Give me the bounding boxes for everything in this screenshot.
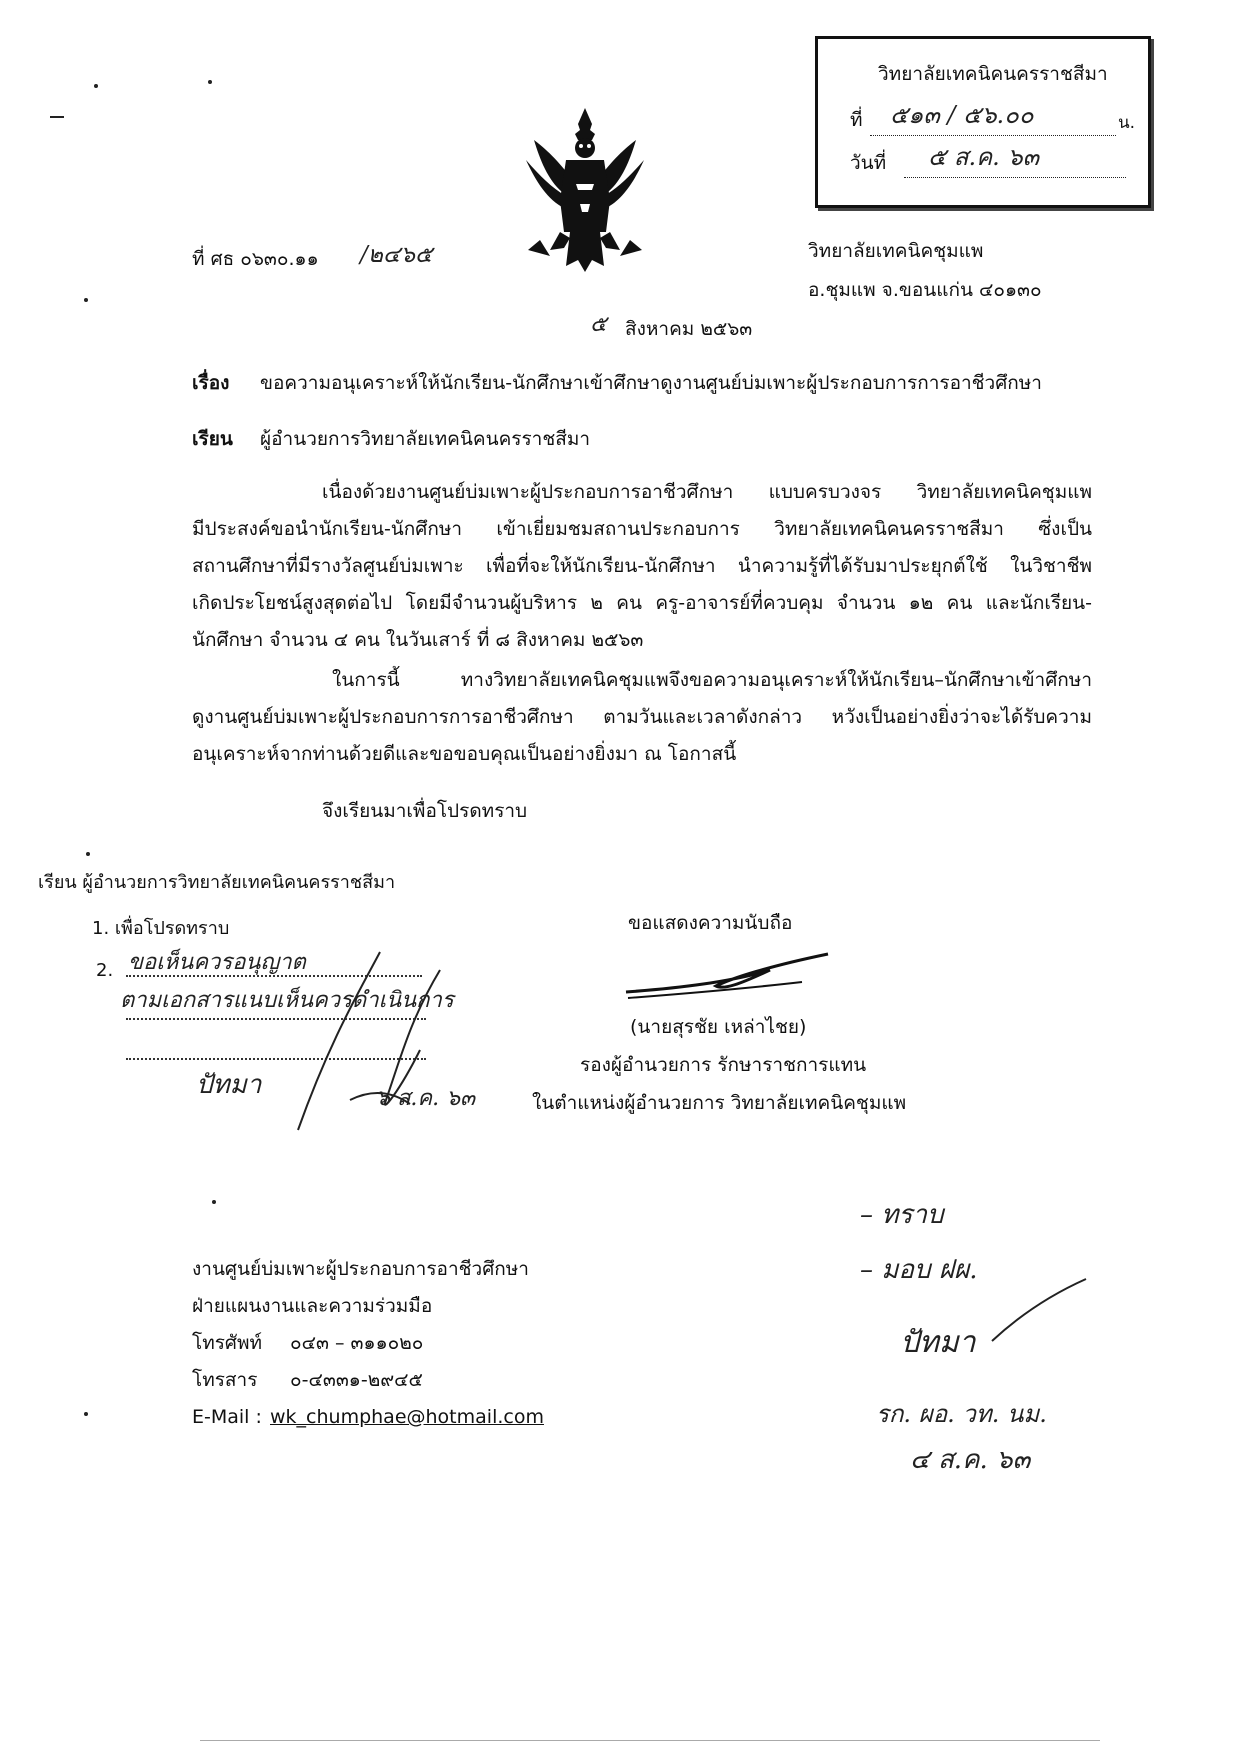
stamp-no-label: ที่ [850, 109, 863, 131]
garuda-emblem [520, 100, 650, 282]
memo-item-2-line-1: ขอเห็นควรอนุญาต [128, 950, 306, 975]
footer-division: ฝ่ายแผนงานและความร่วมมือ [192, 1295, 433, 1317]
body-p1-line-2: มีประสงค์ขอนำนักเรียน-นักศึกษา เข้าเยี่ยมชมสถานประกอบการ วิทยาลัยเทคนิคนครราชสีมา ซึ่งเป็น [192, 518, 1092, 540]
stamp-no-suffix: น. [1118, 113, 1136, 133]
body-p1-line-1: เนื่องด้วยงานศูนย์บ่มเพาะผู้ประกอบการอาชีวศึกษา แบบครบวงจร วิทยาลัยเทคนิคชุมแพ [322, 481, 1092, 503]
footer-phone-label: โทรศัพท์ [192, 1332, 263, 1354]
memo-item-1: 1. เพื่อโปรดทราบ [92, 918, 230, 939]
closing-line: จึงเรียนมาเพื่อโปรดทราบ [322, 800, 528, 822]
sender-org: วิทยาลัยเทคนิคชุมแพ [808, 240, 984, 262]
body-p1-line-4: เกิดประโยชน์สูงสุดต่อไป โดยมีจำนวนผู้บริหาร ๒ คน ครู-อาจารย์ที่ควบคุม จำนวน ๑๒ คน และนักเรียน- [192, 592, 1092, 614]
footer-department: งานศูนย์บ่มเพาะผู้ประกอบการอาชีวศึกษา [192, 1258, 529, 1280]
memo-item-2-line-2: ตามเอกสารแนบเห็นควรดำเนินการ [120, 988, 454, 1013]
body-p2-line-1: ในการนี้ ทางวิทยาลัยเทคนิคชุมแพจึงขอความอนุเคราะห์ให้นักเรียน–นักศึกษาเข้าศึกษา [332, 669, 1092, 691]
signer-title-2: ในตำแหน่งผู้อำนวยการ วิทยาลัยเทคนิคชุมแพ [532, 1092, 907, 1114]
document-ref-number: ที่ ศธ ๐๖๓๐.๑๑ [192, 248, 319, 270]
body-p1-line-5: นักศึกษา จำนวน ๔ คน ในวันเสาร์ ที่ ๘ สิงหาคม ๒๕๖๓ [192, 629, 644, 651]
scan-bottom-edge [200, 1740, 1100, 1741]
subject-label: เรื่อง [192, 372, 230, 394]
memo-signature-stroke [290, 940, 470, 1140]
memo-date: ๖ ส.ค. ๖๓ [376, 1086, 476, 1111]
note-2: – มอบ ฝผ. [860, 1255, 978, 1285]
body-paragraph-2 [192, 662, 1092, 773]
document-date: สิงหาคม ๒๕๖๓ [625, 318, 753, 340]
regards-text: ขอแสดงความนับถือ [628, 912, 793, 934]
body-p2-line-2: ดูงานศูนย์บ่มเพาะผู้ประกอบการการอาชีวศึกษา ตามวันและเวลาดังกล่าว หวังเป็นอย่างยิ่งว่าจะได้รับความ [192, 706, 1092, 728]
body-p1-line-3: สถานศึกษาที่มีรางวัลศูนย์บ่มเพาะ เพื่อที่จะให้นักเรียน-นักศึกษา นำความรู้ที่ได้รับมาประยุกต์ใช้ ในวิชาชีพ [192, 555, 1092, 577]
note-1: – ทราบ [860, 1200, 944, 1230]
footer-phone: ๐๔๓ – ๓๑๑๐๒๐ [290, 1332, 424, 1354]
memo-item-2-number: 2. [96, 960, 114, 981]
footer-email-label: E-Mail : [192, 1406, 262, 1428]
document-date-day: ๕ [590, 312, 607, 337]
footer-fax-label: โทรสาร [192, 1369, 258, 1391]
document-ref-handwritten: /๒๔๖๕ [360, 242, 433, 268]
subject-text: ขอความอนุเคราะห์ให้นักเรียน-นักศึกษาเข้าศึกษาดูงานศูนย์บ่มเพาะผู้ประกอบการการอาชีวศึกษา [260, 372, 1042, 394]
note-signature-stroke [990, 1275, 1090, 1345]
note-role: รก. ผอ. วท. นม. [876, 1400, 1047, 1428]
body-paragraph-1 [192, 474, 1092, 659]
receipt-stamp [815, 36, 1151, 208]
body-p2-line-3: อนุเคราะห์จากท่านด้วยดีและขอขอบคุณเป็นอย่างยิ่งมา ณ โอกาสนี้ [192, 743, 737, 765]
scan-mark [50, 116, 64, 118]
to-label: เรียน [192, 428, 233, 450]
stamp-org: วิทยาลัยเทคนิคนครราชสีมา [878, 63, 1108, 85]
official-signature [620, 948, 850, 1010]
memo-initials: ปัทมา [196, 1070, 262, 1100]
to-text: ผู้อำนวยการวิทยาลัยเทคนิคนครราชสีมา [260, 428, 591, 450]
memo-to: เรียน ผู้อำนวยการวิทยาลัยเทคนิคนครราชสีมา [38, 872, 396, 893]
stamp-date-value: ๕ ส.ค. ๖๓ [928, 143, 1040, 171]
note-signature: ปัทมา [900, 1325, 976, 1360]
sender-address: อ.ชุมแพ จ.ขอนแก่น ๔๐๑๓๐ [808, 279, 1042, 301]
footer-fax: ๐-๔๓๓๑-๒๙๔๕ [290, 1369, 423, 1391]
signer-title-1: รองผู้อำนวยการ รักษาราชการแทน [580, 1054, 867, 1076]
footer-email-link[interactable]: wk_chumphae@hotmail.com [270, 1406, 544, 1428]
note-date: ๔ ส.ค. ๖๓ [910, 1445, 1031, 1475]
signer-name: (นายสุรชัย เหล่าไชย) [630, 1016, 807, 1038]
stamp-no-value: ๕๑๓ / ๕๖.๐๐ [890, 101, 1034, 129]
stamp-date-label: วันที่ [850, 152, 887, 174]
